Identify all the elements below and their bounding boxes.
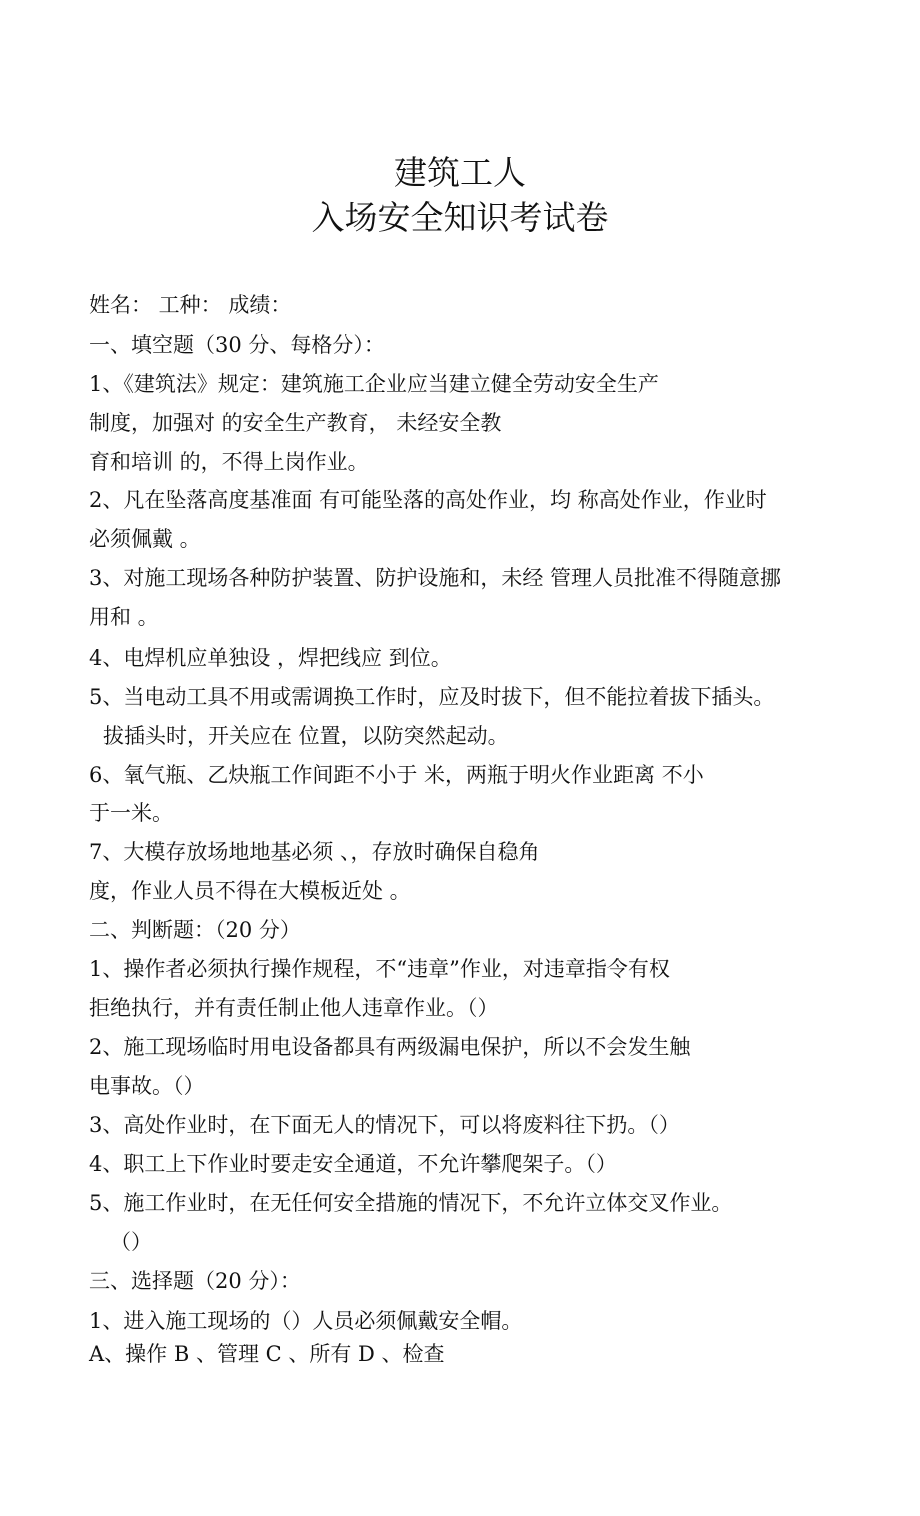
exam-title-line-2: 入场安全知识考试卷 xyxy=(311,198,609,237)
section-heading-true-false: 二、判断题：（20 分） xyxy=(89,918,301,942)
question-line: 1、进入施工现场的（）人员必须佩戴安全帽。 xyxy=(89,1309,523,1333)
question-line: 2、凡在坠落高度基准面 有可能坠落的高处作业，均 称高处作业，作业时 xyxy=(89,488,767,512)
question-line: 拔插头时，开关应在 位置，以防突然起动。 xyxy=(103,724,509,748)
question-line: 5、当电动工具不用或需调换工作时，应及时拔下，但不能拉着拔下插头。 xyxy=(89,685,775,709)
exam-title-line-1: 建筑工人 xyxy=(394,153,526,192)
question-line: 4、电焊机应单独设 ，焊把线应 到位。 xyxy=(89,646,452,670)
question-line: （） xyxy=(110,1230,152,1254)
question-line: 1、操作者必须执行操作规程，不“违章”作业，对违章指令有权 xyxy=(89,957,670,981)
question-line: 6、氧气瓶、乙炔瓶工作间距不小于 米，两瓶于明火作业距离 不小 xyxy=(89,763,704,787)
question-line: 7、大模存放场地地基必须 、，存放时确保自稳角 xyxy=(89,840,540,864)
question-line: 度，作业人员不得在大模板近处 。 xyxy=(89,879,411,903)
question-line: 3、高处作业时，在下面无人的情况下，可以将废料往下扔。（） xyxy=(89,1113,680,1137)
question-line: 必须佩戴 。 xyxy=(89,527,201,551)
question-line: 用和 。 xyxy=(89,605,159,629)
question-line: 育和培训 的，不得上岗作业。 xyxy=(89,450,369,474)
answer-options: A、操作 B 、管理 C 、所有 D 、检查 xyxy=(89,1342,445,1366)
question-line: 3、对施工现场各种防护装置、防护设施和，未经 管理人员批准不得随意挪 xyxy=(89,566,782,590)
question-line: 2、施工现场临时用电设备都具有两级漏电保护，所以不会发生触 xyxy=(89,1035,691,1059)
question-line: 5、施工作业时，在无任何安全措施的情况下，不允许立体交叉作业。 xyxy=(89,1191,733,1215)
section-heading-fill-in: 一、填空题（30 分、每格分）： xyxy=(89,333,385,357)
section-heading-choice: 三、选择题（20 分）： xyxy=(89,1269,301,1293)
question-line: 制度，加强对 的安全生产教育， 未经安全教 xyxy=(89,411,502,435)
exam-header-fields: 姓名： 工种： 成绩： xyxy=(89,293,292,317)
question-line: 1、《建筑法》规定：建筑施工企业应当建立健全劳动安全生产 xyxy=(89,372,659,396)
question-line: 于一米。 xyxy=(89,801,173,825)
question-line: 4、职工上下作业时要走安全通道，不允许攀爬架子。（） xyxy=(89,1152,617,1176)
question-line: 电事故。（） xyxy=(89,1074,205,1098)
question-line: 拒绝执行，并有责任制止他人违章作业。（） xyxy=(89,996,499,1020)
